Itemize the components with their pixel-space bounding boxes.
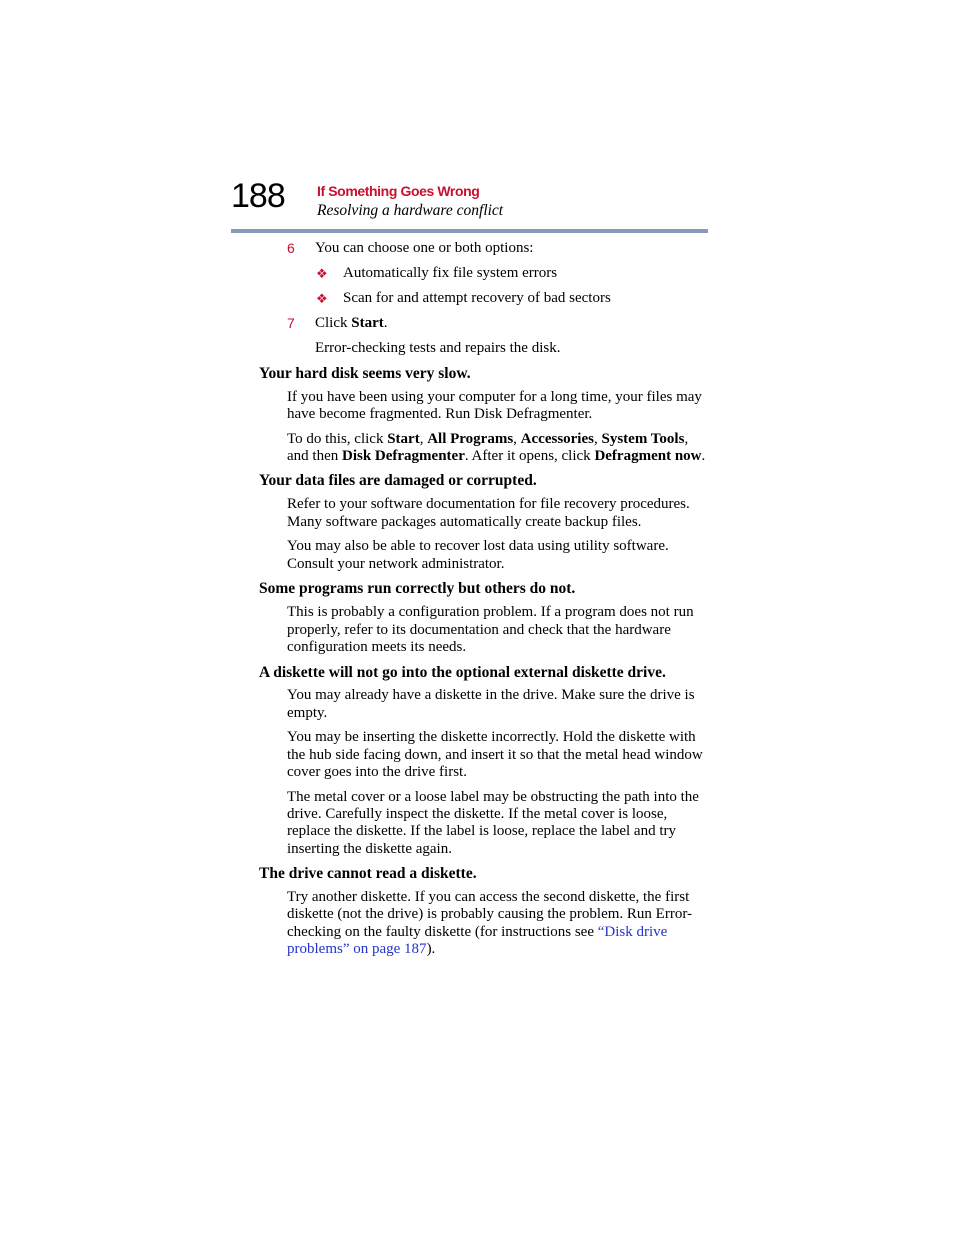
bullet-text: Scan for and attempt recovery of bad sectors (343, 289, 611, 306)
paragraph: You may already have a diskette in the drive. Make sure the drive is empty. (287, 687, 695, 721)
bullet-item (0, 265, 954, 282)
paragraph: This is probably a configuration problem. If a program does not run properly, refer to its documentation and check that the hardware configuration meets its needs. (287, 604, 694, 655)
text: , (513, 430, 521, 447)
step-text: Click (315, 314, 352, 331)
text: Try another diskette. If you can access the second diskette, the first diskette (not the drive) is probably causing the problem. Run Error-checking on the faulty diskette (for instructions see (287, 889, 693, 940)
header-rule (231, 229, 708, 233)
menu-all-programs: All Programs (427, 430, 514, 447)
diamond-bullet-icon: ❖ (316, 265, 328, 281)
paragraph-cannot-read (0, 889, 709, 958)
paragraph: Refer to your software documentation for file recovery procedures. Many software packages automatically create backup files. (287, 496, 690, 530)
menu-accessories: Accessories (520, 430, 594, 447)
heading-slow-disk: Your hard disk seems very slow. (259, 364, 471, 382)
paragraph: You may also be able to recover lost data using utility software. Consult your network administrator. (287, 538, 669, 572)
chapter-title: If Something Goes Wrong (317, 183, 480, 199)
step-text-suffix: . (383, 314, 388, 331)
text: . After it opens, click (464, 447, 595, 464)
section-title: Resolving a hardware conflict (317, 202, 504, 219)
menu-system-tools: System Tools (601, 430, 685, 447)
start-label: Start (351, 314, 384, 331)
heading-damaged-files: Your data files are damaged or corrupted. (259, 472, 537, 490)
menu-disk-defragmenter: Disk Defragmenter (341, 447, 465, 464)
step-7 (0, 315, 954, 332)
menu-start: Start (387, 430, 420, 447)
paragraph: The metal cover or a loose label may be obstructing the path into the drive. Carefully inspect the diskette. If the metal cover is loose, replace the diskette. If the label is loose, replace the label and try inserting the diskette again. (287, 788, 699, 857)
text: , (419, 430, 428, 447)
bullet-text: Automatically fix file system errors (343, 264, 558, 281)
bullet-item (0, 290, 954, 307)
text: , and then (287, 430, 689, 464)
heading-some-programs: Some programs run correctly but others do not. (259, 580, 576, 598)
text: . (701, 447, 706, 464)
paragraph: If you have been using your computer for a long time, your files may have become fragmented. Run Disk Defragmenter. (287, 388, 702, 422)
cross-reference-link[interactable]: “Disk drive problems” on page 187 (287, 923, 668, 958)
step-note: Error-checking tests and repairs the disk. (315, 339, 561, 356)
text: , (593, 430, 602, 447)
text: To do this, click (287, 430, 388, 447)
text: ). (426, 941, 436, 958)
paragraph-defrag-instructions (0, 431, 709, 466)
step-6 (0, 240, 954, 257)
page-number: 188 (231, 177, 285, 215)
defragment-now-label: Defragment now (594, 447, 702, 464)
heading-diskette-insert: A diskette will not go into the optional external diskette drive. (259, 663, 666, 681)
step-number: 6 (287, 240, 295, 256)
diamond-bullet-icon: ❖ (316, 290, 328, 306)
paragraph: You may be inserting the diskette incorrectly. Hold the diskette with the hub side facing down, and insert it so that the metal head window cover goes into the drive first. (287, 729, 703, 780)
step-number: 7 (287, 314, 295, 331)
page-content (0, 240, 954, 958)
step-text: You can choose one or both options: (315, 240, 534, 256)
heading-cannot-read: The drive cannot read a diskette. (259, 865, 477, 883)
